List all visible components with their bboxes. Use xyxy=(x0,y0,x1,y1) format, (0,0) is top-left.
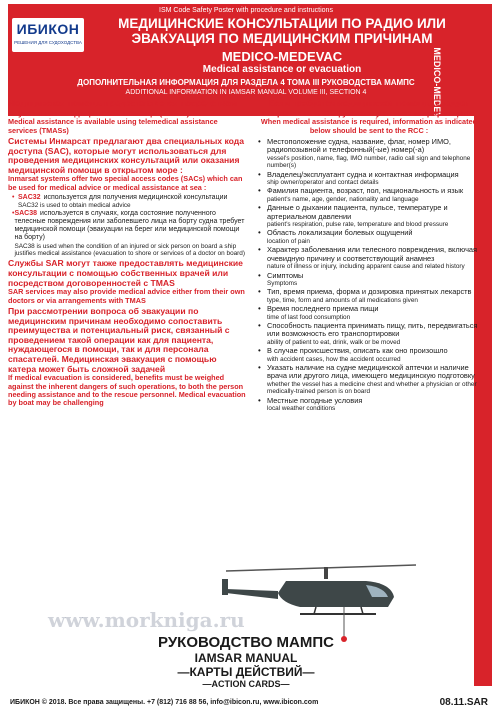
watermark: www.morkniga.ru xyxy=(48,608,245,632)
rcc-info-item xyxy=(256,397,482,413)
left-para-3 xyxy=(8,259,246,305)
rcc-info-item-ru: • Местоположение судна, название, флаг, номер ИМО, радиопозывной и телефонный(-ые) номер(-а) xyxy=(267,137,451,155)
copyright-text: ИБИКОН © 2018. Все права защищены. +7 (812) 716 88 56, info@ibicon.ru, www.ibicon.com xyxy=(10,699,319,706)
rcc-info-item-en: with accident cases, how the accident occurred xyxy=(267,355,401,363)
rcc-info-item-en: vessel's position, name, flag, IMO number, radio call sign and telephone number(s) xyxy=(267,154,471,170)
para-1-ru: Медицинская помощь предоставляется посредством службы телемедицинской помощи (TMAS) xyxy=(8,98,237,118)
rcc-info-item-en: local weather conditions xyxy=(267,405,336,412)
rcc-info-item xyxy=(256,272,482,288)
para-3-en: SAR services may also provide medical advice either from their own doctors or via arrangements with TMAS xyxy=(8,287,245,305)
rcc-info-item xyxy=(256,187,482,203)
sac38-code: SAC38 xyxy=(14,209,38,217)
poster-code: 08.11.SAR xyxy=(439,697,488,708)
footer-title xyxy=(8,634,484,690)
side-label: MEDICO-MEDEVAC xyxy=(432,47,442,131)
left-para-4 xyxy=(8,307,246,408)
sac32-en: SAC32 is used to obtain medical advice xyxy=(18,202,131,210)
poster xyxy=(8,4,492,689)
title-en: MEDICO-MEDEVAC xyxy=(221,49,343,64)
sac38-item xyxy=(8,210,246,258)
rcc-info-item-ru: • Указать наличие на судне медицинской аптечки и наличие врача или другого лица, имеющего медицинскую подготовку xyxy=(267,362,475,381)
left-para-2 xyxy=(8,137,246,192)
ibicon-logo xyxy=(12,18,84,52)
rcc-info-item-en: time of last food consumption xyxy=(267,313,351,321)
sac38-ru: используется в случаях, когда состояние полученного телесные повреждения или заболевшего лица на борту судна требует медицинской помощи (эвакуации на берег или медицинской помощи на борту) xyxy=(14,209,245,242)
para-4-ru: При рассмотрении вопроса об эвакуации по медицинским причинам необходимо сопоставить преимущества и потенциальный риск, связанный с проведением такой операции как для пациента, нуждающегося в помощи, так и для персонала спасателей. Медицинская эвакуация с помощью катера может быть сложной задачей xyxy=(8,306,230,374)
rcc-info-item-ru: • Время последнего приема пищи xyxy=(267,304,379,314)
rcc-info-item-ru: • Местные погодные условия xyxy=(267,395,363,405)
bullet-icon: • xyxy=(12,194,15,202)
rcc-heading-ru: Если требуется медицинская помощь, следует направлять в СКЦ указанную ниже информацию : xyxy=(261,98,477,118)
rcc-info-item-ru: • Данные о дыхании пациента, пульсе, температуре и артериальном давлении xyxy=(267,203,448,221)
rcc-info-item xyxy=(256,322,482,346)
rcc-info-item-ru: • Фамилия пациента, возраст, пол, национальность и язык xyxy=(267,186,464,196)
rcc-info-item-en: patient's name, age, gender, nationality and language xyxy=(267,195,419,203)
rcc-info-item xyxy=(256,288,482,304)
tail-fin xyxy=(222,579,228,595)
helicopter-illustration xyxy=(216,559,456,644)
left-column xyxy=(8,99,246,410)
sac38-en: SAC38 is used when the condition of an injured or sick person on board a ship justifies medical assistance (evacuation to shore or services of a doctor on board) xyxy=(14,242,245,258)
copyright-bar xyxy=(0,692,500,713)
rcc-info-item-ru: • Владелец/эксплуатант судна и контактная информация xyxy=(267,169,459,179)
rcc-heading-en: When medical assistance is required, information as indicated below should be sent to the RCC : xyxy=(260,117,478,135)
rcc-info-item-ru: • Тип, время приема, форма и дозировка принятых лекарств xyxy=(267,287,472,297)
rcc-info-item-ru: • Симптомы xyxy=(267,270,304,280)
sac32-ru: используется для получения медицинской консультации xyxy=(43,194,228,202)
rcc-info-item xyxy=(256,229,482,245)
right-column xyxy=(256,99,482,413)
title-ru-line-2: ЭВАКУАЦИЯ ПО МЕДИЦИНСКИМ ПРИЧИНАМ xyxy=(131,31,433,46)
skid-strut xyxy=(314,607,316,614)
rotor-blade xyxy=(226,565,416,571)
rcc-info-item-en: whether the vessel has a medicine chest and whether a physician or other medically-trained person is on board xyxy=(267,380,477,396)
rcc-info-item-en: patient's respiration, pulse rate, temperature and blood pressure xyxy=(267,221,449,229)
rcc-info-list xyxy=(256,138,482,412)
sac32-item xyxy=(8,194,246,210)
footer-title-en: IAMSAR MANUAL xyxy=(194,651,298,665)
title-ru-line-1: МЕДИЦИНСКИЕ КОНСУЛЬТАЦИИ ПО РАДИО ИЛИ xyxy=(118,16,446,31)
rcc-info-item xyxy=(256,364,482,396)
tail-boom xyxy=(226,589,278,599)
logo-text: ИБИКОН xyxy=(16,21,80,37)
logo-tagline: РЕШЕНИЯ ДЛЯ СУДОХОДСТВА xyxy=(14,40,82,45)
rcc-info-item-en: location of pain xyxy=(267,237,310,245)
rcc-info-item-en: ship owner/operator and contact details xyxy=(267,179,379,187)
rcc-info-item xyxy=(256,204,482,228)
additional-info-en: ADDITIONAL INFORMATION IN IAMSAR MANUAL VOLUME III, SECTION 4 xyxy=(125,89,367,96)
footer-cards-ru: —КАРТЫ ДЕЙСТВИЙ— xyxy=(177,665,315,679)
bullet-icon: • xyxy=(12,209,15,217)
rcc-info-item-ru: • В случае происшествия, описать как оно произошло xyxy=(267,346,448,356)
rcc-info-item-en: ability of patient to eat, drink, walk or be moved xyxy=(267,338,401,346)
para-2-ru: Системы Инмарсат предлагают два специальных кода доступа (SAC), которые могут использоваться для проведения медицинских консультаций или оказания медицинской помощи в открытом море : xyxy=(8,136,245,175)
additional-info-ru: ДОПОЛНИТЕЛЬНАЯ ИНФОРМАЦИЯ ДЛЯ РАЗДЕЛА 4 ТОМА III РУКОВОДСТВА МАМПС xyxy=(77,78,415,87)
rcc-info-item-en: nature of illness or injury, including apparent cause and related history xyxy=(267,263,465,271)
rotor-mast xyxy=(324,567,328,579)
rcc-info-item xyxy=(256,171,482,187)
footer-cards-en: —ACTION CARDS— xyxy=(202,679,290,689)
ism-line: ISM Code Safety Poster with procedure and instructions xyxy=(159,7,333,14)
rcc-heading xyxy=(256,99,482,135)
left-para-1 xyxy=(8,99,246,135)
rcc-info-item xyxy=(256,305,482,321)
rcc-info-item xyxy=(256,246,482,270)
rcc-info-item-en: Symptoms xyxy=(267,279,298,287)
sac32-code: SAC32 xyxy=(18,194,41,202)
rcc-info-item-ru: • Область локализации болевых ощущений xyxy=(267,228,413,238)
rcc-info-item-ru: • Характер заболевания или телесного повреждения, включая очевидную причину и соответствующий анамнез xyxy=(267,245,478,263)
rcc-info-item-ru: • Способность пациента принимать пищу, пить, передвигаться или возможность его транспортировки xyxy=(267,320,478,339)
para-4-en: If medical evacuation is considered, benefits must be weighed against the inherent dangers of such operations, to both the person needing assistance and to the rescue personnel. Medical evacuation by boat may be challenging xyxy=(8,373,246,408)
skid-strut xyxy=(361,607,363,614)
subtitle-en: Medical assistance or evacuation xyxy=(202,64,362,75)
sac-list xyxy=(8,194,246,257)
rcc-info-item xyxy=(256,138,482,170)
title-ru xyxy=(86,16,478,46)
para-1-en: Medical assistance is available using telemedical assistance services (TMASs) xyxy=(8,117,218,135)
rcc-info-item xyxy=(256,347,482,363)
rcc-info-item-en: type, time, form and amounts of all medications given xyxy=(267,296,418,304)
para-3-ru: Службы SAR могут также предоставлять медицинские консультации с помощью собственных врачей или посредством договоренностей с TMAS xyxy=(8,258,243,288)
footer-title-ru: РУКОВОДСТВО МАМПС xyxy=(158,634,334,651)
para-2-en: Inmarsat systems offer two special access codes (SACs) which can be used for medical advice or medical assistance at sea : xyxy=(8,174,243,192)
